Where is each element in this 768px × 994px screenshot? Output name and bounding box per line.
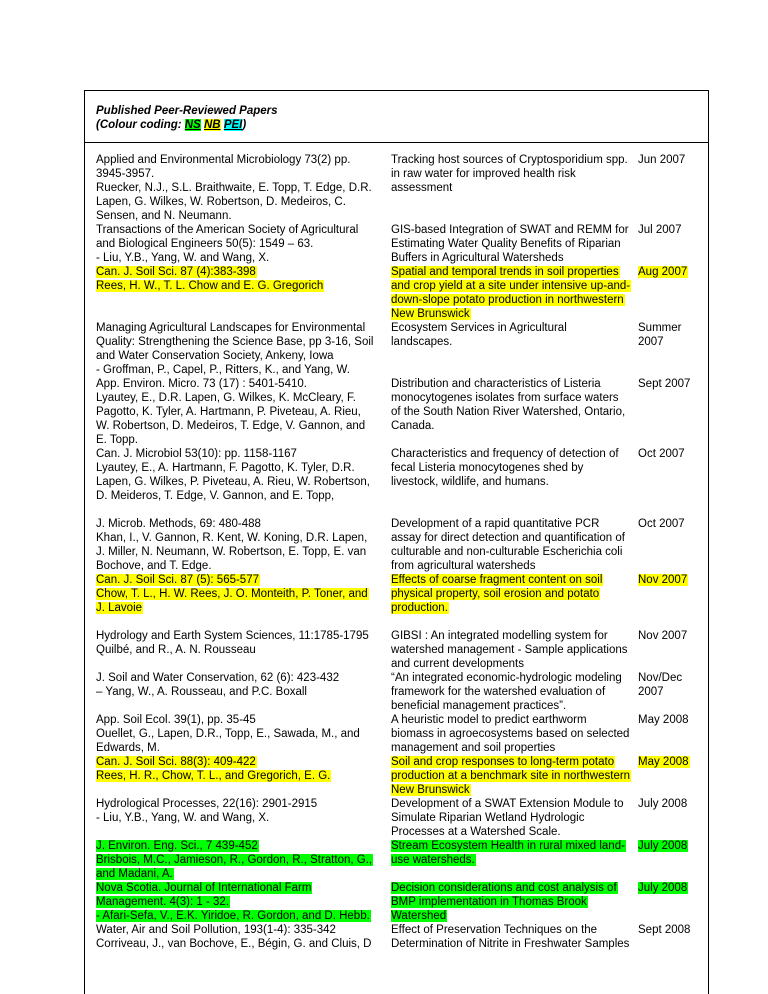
citation-cell (96, 517, 381, 573)
cell-line: Quality: Strengthening the Science Base, pp 3-16, Soil (96, 336, 374, 348)
cell-line: E. Topp. (96, 434, 138, 446)
table-header-row (85, 91, 708, 143)
cell-line: Lyautey, E., A. Hartmann, F. Pagotto, K. Tyler, D.R. (96, 462, 355, 474)
date-cell (638, 797, 703, 811)
cell-line: App. Soil Ecol. 39(1), pp. 35-45 (96, 714, 256, 726)
cell-line: management and soil properties (391, 742, 556, 754)
cell-line: - Liu, Y.B., Yang, W. and Wang, X. (96, 252, 270, 264)
colour-coding-prefix: (Colour coding: (96, 118, 185, 131)
cell-line: Ecosystem Services in Agricultural (391, 322, 567, 334)
cell-line: Processes at a Watershed Scale. (391, 826, 561, 838)
cell-line: Corriveau, J., van Bochove, E., Bégin, G. and Cluis, D (96, 938, 372, 950)
cell-line: - Liu, Y.B., Yang, W. and Wang, X. (96, 812, 270, 824)
cell-line: Can. J. Soil Sci. 88(3): 409-422 (96, 756, 256, 768)
cell-line: from agricultural watersheds (391, 560, 536, 572)
citation-cell (96, 377, 381, 447)
cell-line: Nova Scotia. Journal of International Farm (96, 882, 312, 894)
date-cell (638, 573, 703, 587)
cell-line: Buffers in Agricultural Watersheds (391, 252, 564, 264)
code-nb: NB (203, 118, 221, 131)
cell-line: “An integrated economic-hydrologic modeling (391, 672, 622, 684)
title-cell (391, 713, 631, 755)
cell-line: July 2008 (638, 840, 688, 852)
cell-line: Edwards, M. (96, 742, 160, 754)
cell-line: Characteristics and frequency of detection of (391, 448, 619, 460)
cell-line: watershed management - Sample applications (391, 644, 628, 656)
cell-line: biomass in agroecosystems based on selected (391, 728, 630, 740)
citation-cell (96, 223, 381, 265)
cell-line: landscapes. (391, 336, 453, 348)
cell-line: assessment (391, 182, 453, 194)
cell-line: 2007 (638, 336, 664, 348)
cell-line: W. Robertson, D. Medeiros, T. Edge, V. Gannon, and (96, 420, 366, 432)
cell-line: Spatial and temporal trends in soil properties (391, 266, 619, 278)
cell-line: Management. 4(3): 1 - 32. (96, 896, 229, 908)
cell-line: Lapen, G. Wilkes, W. Robertson, D. Medeiros, C. (96, 196, 346, 208)
citation-cell (96, 321, 381, 377)
citation-cell (96, 881, 381, 923)
title-cell (391, 321, 631, 349)
document-title (96, 105, 278, 132)
title-cell (391, 671, 631, 713)
cell-line: monocytogenes isolates from surface waters (391, 392, 619, 404)
cell-line: culturable and non-culturable Escherichia coli (391, 546, 623, 558)
cell-line: New Brunswick (391, 308, 470, 320)
cell-line: Decision considerations and cost analysis of (391, 882, 617, 894)
cell-line: Watershed (391, 910, 447, 922)
colour-coding-suffix: ) (242, 118, 247, 131)
cell-line: BMP implementation in Thomas Brook (391, 896, 587, 908)
date-cell (638, 223, 703, 237)
citation-cell (96, 447, 381, 503)
citation-cell (96, 839, 381, 881)
cell-line: - Afari-Sefa, V., E.K. Yiridoe, R. Gordon, and D. Hebb. (96, 910, 370, 922)
cell-line: Aug 2007 (638, 266, 688, 278)
date-cell (638, 881, 703, 895)
cell-line: GIS-based Integration of SWAT and REMM for (391, 224, 629, 236)
citation-cell (96, 153, 381, 223)
cell-line: J. Soil and Water Conservation, 62 (6): 423-432 (96, 672, 340, 684)
date-cell (638, 447, 703, 461)
title-cell (391, 923, 631, 951)
cell-line: Distribution and characteristics of Listeria (391, 378, 601, 390)
cell-line: 3945-3957. (96, 168, 155, 180)
cell-line: Lapen, G. Wilkes, P. Piveteau, A. Rieu, W. Robertson, (96, 476, 371, 488)
cell-line: May 2008 (638, 756, 689, 768)
cell-line: GIBSI : An integrated modelling system for (391, 630, 608, 642)
cell-line: A heuristic model to predict earthworm (391, 714, 587, 726)
cell-line: down-slope potato production in northwestern (391, 294, 624, 306)
papers-table (84, 90, 709, 994)
date-cell (638, 629, 703, 643)
cell-line: Tracking host sources of Cryptosporidium spp. (391, 154, 628, 166)
code-ns: NS (184, 118, 201, 131)
cell-line: New Brunswick (391, 784, 470, 796)
table-title: Published Peer-Reviewed Papers (96, 105, 278, 117)
cell-line: and Madani, A. (96, 868, 173, 880)
cell-line: Transactions of the American Society of Agricultural (96, 224, 359, 236)
citation-cell (96, 265, 381, 293)
cell-line: in raw water for improved health risk (391, 168, 576, 180)
date-cell (638, 377, 703, 391)
cell-line: Simulate Riparian Wetland Hydrologic (391, 812, 585, 824)
cell-line: livestock, wildlife, and humans. (391, 476, 549, 488)
cell-line: Ouellet, G., Lapen, D.R., Topp, E., Sawada, M., and (96, 728, 360, 740)
cell-line: J. Environ. Eng. Sci., 7 439-452 (96, 840, 258, 852)
cell-line: production. (391, 602, 448, 614)
citation-cell (96, 923, 381, 951)
cell-line: Canada. (391, 420, 435, 432)
cell-line: Can. J. Soil Sci. 87 (5): 565-577 (96, 574, 259, 586)
cell-line: Development of a rapid quantitative PCR (391, 518, 600, 530)
title-cell (391, 153, 631, 195)
cell-line: Pagotto, K. Tyler, A. Hartmann, P. Piveteau, A. Rieu, (96, 406, 361, 418)
citation-cell (96, 713, 381, 755)
date-cell (638, 755, 703, 769)
date-cell (638, 671, 703, 699)
cell-line: Applied and Environmental Microbiology 73(2) pp. (96, 154, 351, 166)
cell-line: fecal Listeria monocytogenes shed by (391, 462, 584, 474)
cell-line: Can. J. Microbiol 53(10): pp. 1158-1167 (96, 448, 297, 460)
cell-line: physical property, soil erosion and potato (391, 588, 600, 600)
title-cell (391, 223, 631, 265)
cell-line: J. Microb. Methods, 69: 480-488 (96, 518, 261, 530)
cell-line: Sensen, and N. Neumann. (96, 210, 232, 222)
title-cell (391, 629, 631, 671)
cell-line: framework for the watershed evaluation of (391, 686, 606, 698)
cell-line: Bochove, and T. Edge. (96, 560, 212, 572)
cell-line: – Yang, W., A. Rousseau, and P.C. Boxall (96, 686, 307, 698)
cell-line: July 2008 (638, 798, 688, 810)
cell-line: Rees, H. R., Chow, T. L., and Gregorich, E. G. (96, 770, 331, 782)
cell-line: July 2008 (638, 882, 688, 894)
date-cell (638, 713, 703, 727)
date-cell (638, 923, 703, 937)
title-cell (391, 573, 631, 615)
date-cell (638, 839, 703, 853)
title-cell (391, 265, 631, 321)
cell-line: Estimating Water Quality Benefits of Riparian (391, 238, 621, 250)
cell-line: Soil and crop responses to long-term potato (391, 756, 615, 768)
cell-line: production at a benchmark site in northwestern (391, 770, 631, 782)
cell-line: May 2008 (638, 714, 689, 726)
cell-line: beneficial management practices”. (391, 700, 567, 712)
cell-line: Sept 2008 (638, 924, 691, 936)
cell-line: Oct 2007 (638, 518, 685, 530)
cell-line: D. Meideros, T. Edge, V. Gannon, and E. Topp, (96, 490, 335, 502)
cell-line: assay for direct detection and quantification of (391, 532, 625, 544)
cell-line: Nov/Dec (638, 672, 683, 684)
cell-line: Managing Agricultural Landscapes for Environmental (96, 322, 366, 334)
cell-line: Rees, H. W., T. L. Chow and E. G. Gregorich (96, 280, 324, 292)
cell-line: Khan, I., V. Gannon, R. Kent, W. Koning, D.R. Lapen, (96, 532, 368, 544)
cell-line: Jul 2007 (638, 224, 682, 236)
cell-line: Sept 2007 (638, 378, 691, 390)
cell-line: Determination of Nitrite in Freshwater Samples (391, 938, 630, 950)
cell-line: Brisbois, M.C., Jamieson, R., Gordon, R., Stratton, G., (96, 854, 373, 866)
code-pei: PEI (223, 118, 243, 131)
cell-line: of the South Nation River Watershed, Ontario, (391, 406, 626, 418)
citation-cell (96, 671, 381, 699)
cell-line: Nov 2007 (638, 630, 688, 642)
cell-line: and Water Conservation Society, Ankeny, Iowa (96, 350, 334, 362)
cell-line: Stream Ecosystem Health in rural mixed land- (391, 840, 625, 852)
date-cell (638, 517, 703, 531)
cell-line: J. Miller, N. Neumann, W. Robertson, E. Topp, E. van (96, 546, 367, 558)
citation-cell (96, 797, 381, 825)
cell-line: Chow, T. L., H. W. Rees, J. O. Monteith, P. Toner, and (96, 588, 368, 600)
cell-line: Summer (638, 322, 682, 334)
cell-line: - Groffman, P., Capel, P., Ritters, K., and Yang, W. (96, 364, 350, 376)
cell-line: 2007 (638, 686, 664, 698)
citation-cell (96, 755, 381, 783)
title-cell (391, 517, 631, 573)
colour-coding-legend (96, 119, 278, 133)
cell-line: and crop yield at a site under intensive up-and- (391, 280, 631, 292)
table-body (85, 153, 708, 994)
date-cell (638, 321, 703, 349)
title-cell (391, 839, 631, 867)
cell-line: Nov 2007 (638, 574, 688, 586)
citation-cell (96, 573, 381, 615)
title-cell (391, 881, 631, 923)
cell-line: Ruecker, N.J., S.L. Braithwaite, E. Topp, T. Edge, D.R. (96, 182, 372, 194)
title-cell (391, 755, 631, 797)
cell-line: Quilbé, and R., A. N. Rousseau (96, 644, 256, 656)
cell-line: Water, Air and Soil Pollution, 193(1-4): 335-342 (96, 924, 336, 936)
cell-line: Hydrology and Earth System Sciences, 11:1785-1795 (96, 630, 369, 642)
cell-line: Oct 2007 (638, 448, 685, 460)
cell-line: Effects of coarse fragment content on soil (391, 574, 603, 586)
title-cell (391, 377, 631, 433)
cell-line: Effect of Preservation Techniques on the (391, 924, 598, 936)
cell-line: Hydrological Processes, 22(16): 2901-2915 (96, 798, 318, 810)
title-cell (391, 797, 631, 839)
cell-line: J. Lavoie (96, 602, 143, 614)
cell-line: Lyautey, E., D.R. Lapen, G. Wilkes, K. McCleary, F. (96, 392, 356, 404)
cell-line: Can. J. Soil Sci. 87 (4):383-398 (96, 266, 256, 278)
cell-line: and Biological Engineers 50(5): 1549 – 63. (96, 238, 314, 250)
date-cell (638, 153, 703, 167)
cell-line: Jun 2007 (638, 154, 686, 166)
cell-line: App. Environ. Micro. 73 (17) : 5401-5410. (96, 378, 307, 390)
title-cell (391, 447, 631, 489)
cell-line: Development of a SWAT Extension Module to (391, 798, 624, 810)
cell-line: and current developments (391, 658, 524, 670)
date-cell (638, 265, 703, 279)
citation-cell (96, 629, 381, 657)
cell-line: use watersheds. (391, 854, 475, 866)
